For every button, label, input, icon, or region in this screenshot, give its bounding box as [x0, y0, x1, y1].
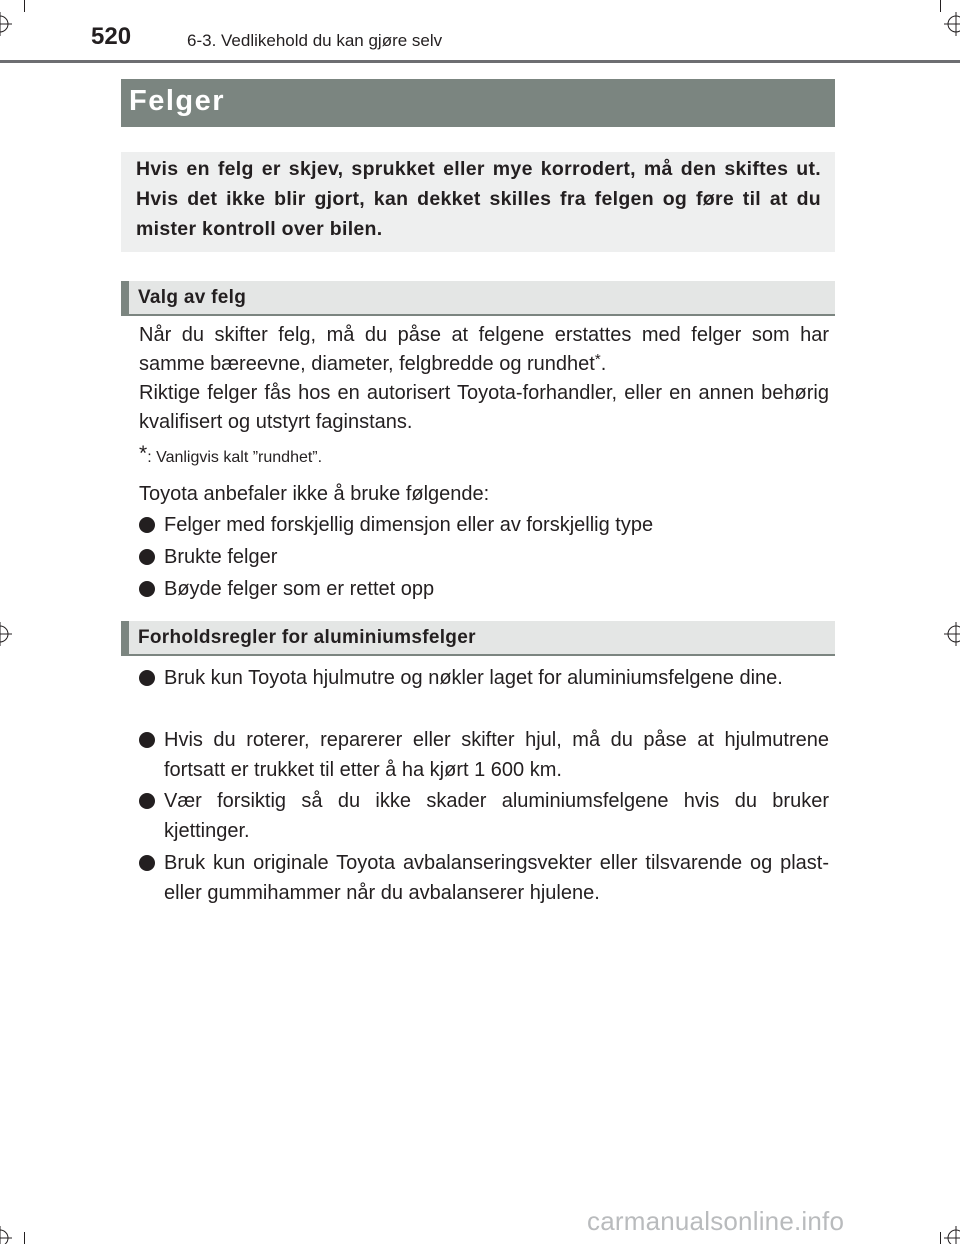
- registration-mark-icon: [0, 622, 12, 646]
- section-heading-label: Forholdsregler for aluminiumsfelger: [138, 627, 476, 648]
- trim-line: [24, 1232, 25, 1244]
- bullet-icon: [139, 855, 155, 871]
- watermark: carmanualsonline.info: [587, 1206, 845, 1236]
- bullet-icon: [139, 581, 155, 597]
- paragraph-text: Når du skifter felg, må du påse at felgene erstattes med felger som har samme bæreevne, diameter, felgbredde og rundhet: [139, 324, 829, 375]
- bullet-icon: [139, 793, 155, 809]
- footnote: [139, 442, 323, 469]
- footnote-reference: *: [594, 351, 601, 368]
- title-band: [121, 79, 835, 127]
- section-heading-alloy-precautions: [121, 621, 835, 656]
- trim-line: [940, 0, 941, 12]
- header-divider: [0, 60, 960, 63]
- paragraph-end: .: [600, 353, 607, 375]
- list-item-text: Felger med forskjellig dimensjon eller av forskjellig type: [164, 514, 654, 536]
- section-path: 6-3. Vedlikehold du kan gjøre selv: [187, 31, 443, 50]
- registration-mark-icon: [944, 12, 960, 36]
- footnote-text: : Vanligvis kalt ”rundhet”.: [147, 449, 323, 466]
- list-item-text: Bruk kun originale Toyota avbalanseringsvekter eller tilsvarende og plast- eller gummihammer når du avbalanserer hjulene.: [164, 852, 829, 904]
- registration-mark-icon: [0, 1226, 12, 1250]
- section-heading-wheel-choice: [121, 281, 835, 316]
- page-number: 520: [91, 23, 132, 50]
- page-title: Felger: [129, 85, 226, 117]
- bullet-icon: [139, 549, 155, 565]
- registration-mark-icon: [944, 622, 960, 646]
- paragraph-dealer: Riktige felger fås hos en autorisert Toyota-forhandler, eller en annen behørig kvalifisert og utstyrt faginstans.: [139, 382, 829, 433]
- paragraph-wheel-requirements: [139, 321, 829, 379]
- warning-text: Hvis en felg er skjev, sprukket eller mye korrodert, må den skiftes ut. Hvis det ikke blir gjort, kan dekket skilles fra felgen og føre til at du mister kontroll over bilen.: [136, 158, 821, 240]
- bullet-icon: [139, 732, 155, 748]
- bullet-icon: [139, 670, 155, 686]
- registration-mark-icon: [944, 1226, 960, 1250]
- section-heading-label: Valg av felg: [138, 287, 247, 308]
- footnote-marker: *: [139, 442, 148, 465]
- bullet-icon: [139, 517, 155, 533]
- list-item-text: Vær forsiktig så du ikke skader aluminiumsfelgene hvis du bruker kjettinger.: [164, 790, 829, 842]
- list-item-text: Hvis du roterer, reparerer eller skifter hjul, må du påse at hjulmutrene fortsatt er trukket til etter å ha kjørt 1 600 km.: [164, 729, 829, 781]
- trim-line: [940, 1232, 941, 1244]
- section-heading-bar: [121, 621, 129, 654]
- registration-mark-icon: [0, 12, 12, 36]
- trim-line: [24, 0, 25, 12]
- list-item-text: Brukte felger: [164, 546, 278, 568]
- list-item-text: Bruk kun Toyota hjulmutre og nøkler laget for aluminiumsfelgene dine.: [164, 667, 783, 689]
- list-item-text: Bøyde felger som er rettet opp: [164, 578, 435, 600]
- not-recommended-intro: Toyota anbefaler ikke å bruke følgende:: [139, 483, 490, 505]
- section-heading-bar: [121, 281, 129, 314]
